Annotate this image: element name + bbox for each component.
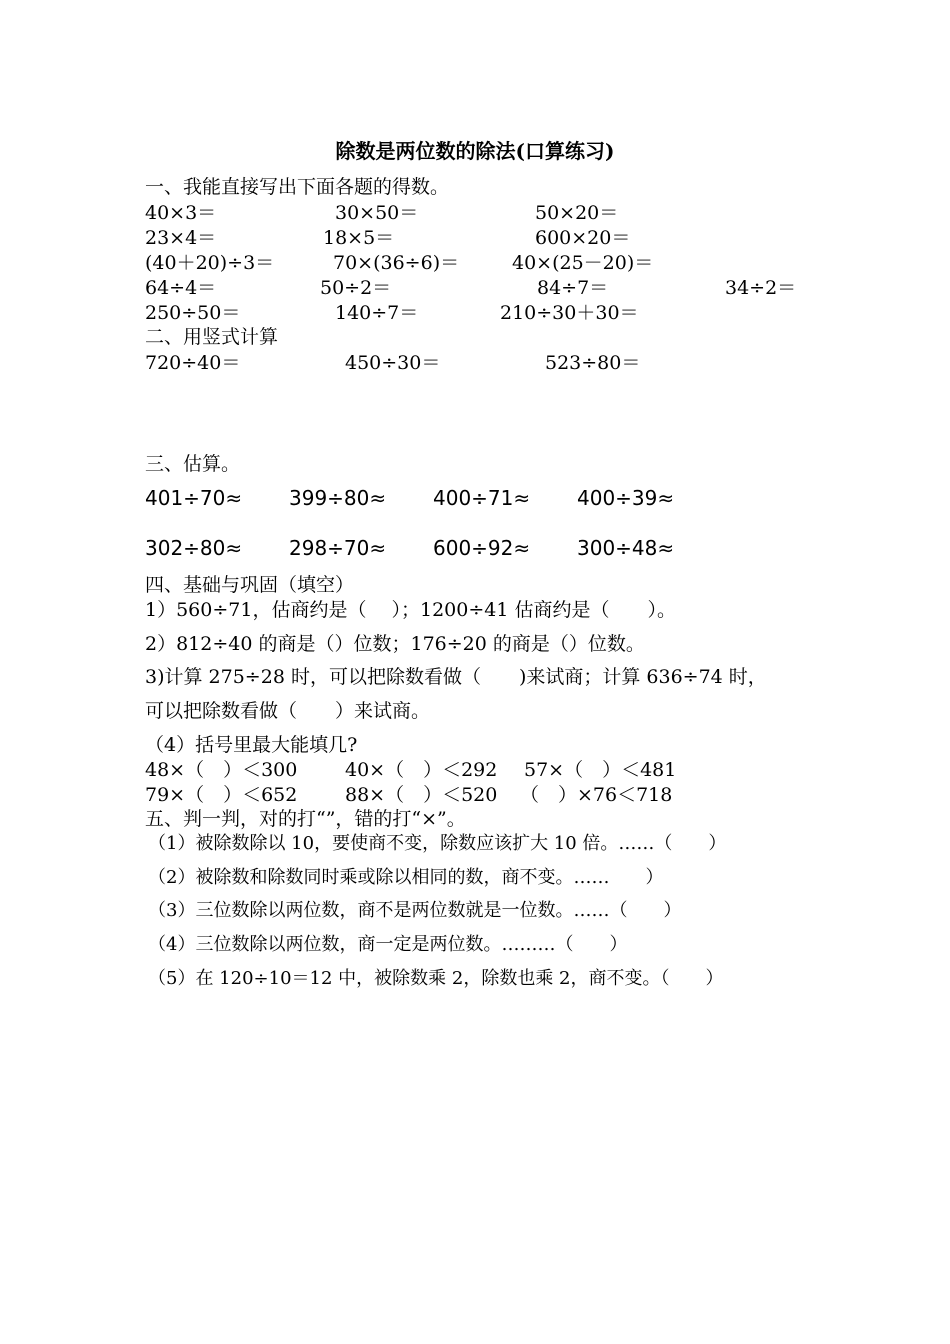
estimate-item: 300÷48≈ [577,536,675,560]
calc-item: 34÷2＝ [725,277,797,299]
fill-question-1: 1）560÷71，估商约是（ ）；1200÷41 估商约是（ ）。 [145,599,676,621]
calc-item: 600×20＝ [535,227,631,249]
calc-item: 40×(25－20)＝ [512,252,654,274]
vertical-calc-item: 450÷30＝ [345,352,441,374]
judge-item: （1）被除数除以 10，要使商不变，除数应该扩大 10 倍。……（ ） [148,833,727,854]
calc-item: 70×(36÷6)＝ [333,252,460,274]
calc-item: 50÷2＝ [320,277,392,299]
estimate-item: 401÷70≈ [145,486,243,510]
calc-item: 64÷4＝ [145,277,217,299]
calc-item: 40×3＝ [145,202,217,224]
inequality-item: 40×（ ）＜292 [345,759,498,781]
inequality-item: 57×（ ）＜481 [524,759,677,781]
judge-item: （2）被除数和除数同时乘或除以相同的数，商不变。…… ） [148,867,664,888]
section4-heading: 四、基础与巩固（填空） [145,574,355,596]
vertical-calc-item: 720÷40＝ [145,352,241,374]
calc-item: 140÷7＝ [335,302,419,324]
fill-question-3-line1: 3)计算 275÷28 时，可以把除数看做（ )来试商；计算 636÷74 时， [145,666,767,688]
fill-question-2: 2）812÷40 的商是（）位数；176÷20 的商是（）位数。 [145,633,645,655]
section2-heading: 二、用竖式计算 [145,326,279,348]
calc-item: 210÷30＋30＝ [500,302,639,324]
inequality-item: 79×（ ）＜652 [145,784,298,806]
inequality-item: （ ）×76＜718 [520,784,673,806]
fill-question-4: （4）括号里最大能填几? [145,734,358,756]
calc-item: 30×50＝ [335,202,419,224]
estimate-item: 298÷70≈ [289,536,387,560]
calc-item: 50×20＝ [535,202,619,224]
section5-heading: 五、判一判，对的打“”，错的打“×”。 [145,808,466,830]
estimate-item: 400÷71≈ [433,486,531,510]
vertical-calc-item: 523÷80＝ [545,352,641,374]
section1-heading: 一、我能直接写出下面各题的得数。 [145,176,450,198]
estimate-item: 302÷80≈ [145,536,243,560]
page-title: 除数是两位数的除法(口算练习) [335,139,615,163]
estimate-item: 399÷80≈ [289,486,387,510]
judge-item: （4）三位数除以两位数，商一定是两位数。………（ ） [148,934,628,955]
calc-item: 250÷50＝ [145,302,241,324]
calc-item: 84÷7＝ [537,277,609,299]
estimate-item: 400÷39≈ [577,486,675,510]
fill-question-3-line2: 可以把除数看做（ ）来试商。 [145,700,431,722]
judge-item: （5）在 120÷10＝12 中，被除数乘 2，除数也乘 2，商不变。（ ） [148,968,724,989]
inequality-item: 88×（ ）＜520 [345,784,498,806]
judge-item: （3）三位数除以两位数，商不是两位数就是一位数。……（ ） [148,900,682,921]
section3-heading: 三、估算。 [145,453,241,475]
calc-item: (40＋20)÷3＝ [145,252,275,274]
inequality-item: 48×（ ）＜300 [145,759,298,781]
calc-item: 23×4＝ [145,227,217,249]
estimate-item: 600÷92≈ [433,536,531,560]
calc-item: 18×5＝ [323,227,395,249]
